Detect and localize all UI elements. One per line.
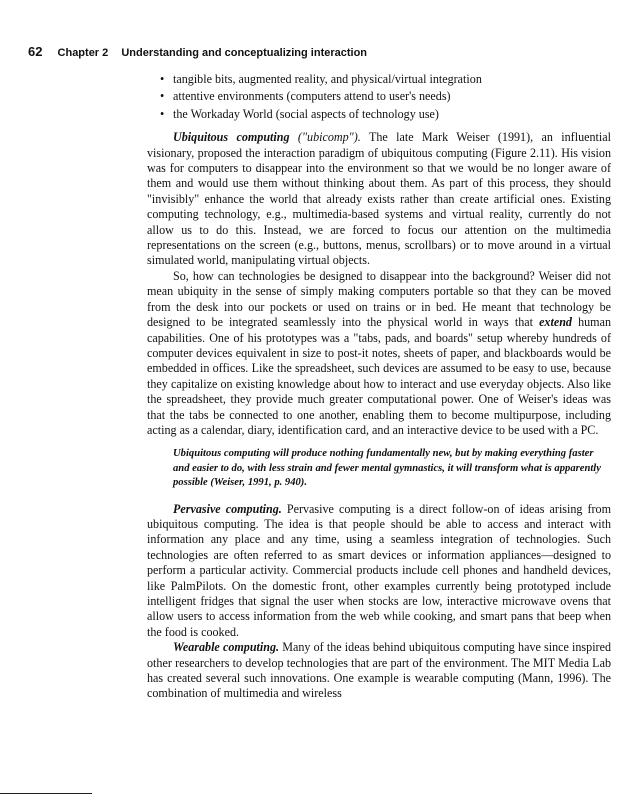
bullet-item: • tangible bits, augmented reality, and physical/virtual integration bbox=[173, 72, 611, 87]
page-body bbox=[147, 72, 611, 702]
chapter-label: Chapter 2 bbox=[57, 47, 109, 59]
weiser-text-after: human capabilities. One of his prototypes was a "tabs, pads, and boards" setup whereby hundreds of computer devices equivalent in size to post-it notes, sheets of paper, and blackboards would be embedded in offices. Like the spreadsheet, such devices are assumed to be easy to use, because they capitalize on existing knowledge about how to interact and use everyday objects. Also like the spreadsheet, they provide much greater computational power. One of Weiser's ideas was that the tabs be connected to one another, enabling them to become multipurpose, including acting as a calendar, diary, identification card, and an interactive device to be used with a PC. bbox=[147, 315, 611, 437]
ubicomp-paragraph bbox=[147, 130, 611, 269]
wearable-paragraph bbox=[147, 640, 611, 702]
running-header bbox=[28, 44, 367, 59]
pervasive-paragraph bbox=[147, 502, 611, 641]
pervasive-term: Pervasive computing. bbox=[173, 501, 282, 516]
page-number: 62 bbox=[28, 44, 43, 59]
footer-rule bbox=[0, 793, 92, 794]
wearable-term: Wearable computing. bbox=[173, 640, 280, 655]
weiser-paragraph bbox=[147, 269, 611, 438]
bullet-item: • attentive environments (computers attend to user's needs) bbox=[173, 89, 611, 104]
ubicomp-text: The late Mark Weiser (1991), an influential visionary, proposed the interaction paradigm of ubiquitous computing (Figure 2.11). His vision was for computers to disappear into the environment so that we would be no longer aware of them and would use them without thinking about them. As part of this process, they should "invisibly" enhance the world that already exists rather than create artificial ones. Existing computing technology, e.g., multimedia-based systems and virtual reality, currently do not allow us to do this. Instead, we are forced to focus our attention on the multimedia representations on the screen (e.g., buttons, menus, scrollbars) or to move around in a virtual simulated world, manipulating virtual objects. bbox=[147, 130, 611, 268]
ubicomp-term: Ubiquitous computing bbox=[173, 130, 290, 145]
weiser-quote: Ubiquitous computing will produce nothing fundamentally new, but by making everything faster and easier to do, with less strain and fewer mental gymnastics, it will transform what is apparently possible (Weiser, 1991, p. 940). bbox=[173, 448, 601, 489]
pervasive-text: Pervasive computing is a direct follow-on of ideas arising from ubiquitous computing. The idea is that people should be able to access and interact with information any place and any time, using a seamless integration of technologies. Such technologies are often referred to as smart devices or information appliances—designed to perform a particular activity. Commercial products include cell phones and handheld devices, like PalmPilots. On the domestic front, other examples currently being prototyped include intelligent fridges that signal the user when stocks are low, interactive microwave ovens that allow users to access information from the web while cooking, and smart pans that beep when the food is cooked. bbox=[147, 501, 612, 639]
bullet-item: • the Workaday World (social aspects of technology use) bbox=[173, 107, 611, 122]
chapter-title: Understanding and conceptualizing interaction bbox=[121, 47, 368, 59]
extend-emphasis: extend bbox=[539, 315, 572, 330]
weiser-text-before: So, how can technologies be designed to disappear into the background? Weiser did not mean ubiquity in the sense of simply making computers portable so that they can be moved from the desk into our pockets or used on trains or in bed. He meant that technology be designed to be integrated seamlessly into the physical world in ways that bbox=[147, 268, 611, 330]
ubicomp-alias: ("ubicomp"). bbox=[297, 130, 361, 145]
bullet-list bbox=[147, 72, 611, 122]
wearable-text: Many of the ideas behind ubiquitous computing have since inspired other researchers to develop technologies that are part of the environment. The MIT Media Lab has created several such innovations. One example is wearable computing (Mann, 1996). The combination of multimedia and wireless bbox=[147, 640, 611, 701]
